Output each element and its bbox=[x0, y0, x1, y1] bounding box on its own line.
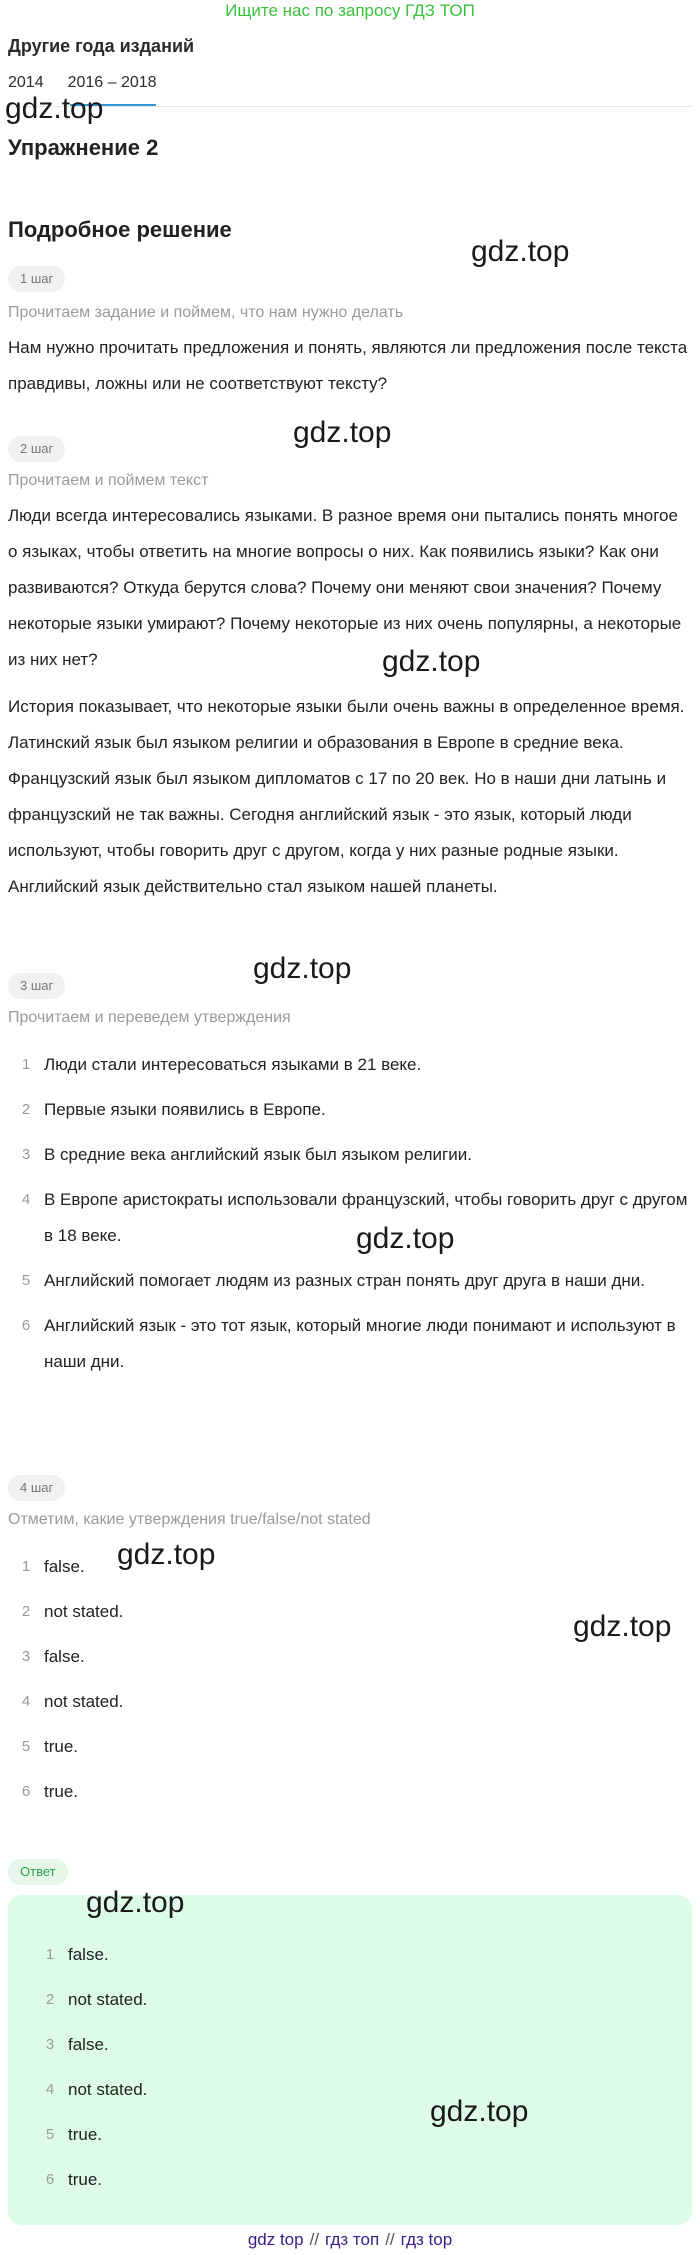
item-text: not stated. bbox=[68, 2080, 148, 2099]
list-item bbox=[8, 1774, 692, 1810]
answer-list bbox=[32, 1937, 672, 2207]
item-text: not stated. bbox=[44, 1602, 124, 1621]
separator: // bbox=[309, 2230, 320, 2249]
list-item bbox=[8, 1137, 692, 1173]
step-badge-2: 2 шаг bbox=[8, 436, 65, 462]
answer-badge: Ответ bbox=[8, 1859, 68, 1885]
item-number: 1 bbox=[21, 1558, 31, 1575]
watermark: gdz.top bbox=[382, 645, 481, 678]
item-number: 3 bbox=[21, 1146, 31, 1163]
step-badge-1: 1 шаг bbox=[8, 266, 65, 292]
watermark: gdz.top bbox=[5, 92, 104, 125]
watermark: gdz.top bbox=[471, 235, 570, 268]
separator: // bbox=[385, 2230, 395, 2249]
item-text: true. bbox=[44, 1737, 79, 1756]
answers-list bbox=[8, 1549, 692, 1819]
divider bbox=[8, 106, 692, 107]
list-item bbox=[8, 1263, 692, 1299]
list-item bbox=[8, 1729, 692, 1765]
list-item bbox=[32, 2027, 672, 2063]
footer-link[interactable]: гдз top bbox=[400, 2230, 453, 2249]
list-item bbox=[8, 1549, 692, 1585]
list-item bbox=[8, 1047, 692, 1083]
item-number: 4 bbox=[45, 2081, 55, 2098]
item-number: 5 bbox=[45, 2126, 55, 2143]
watermark: gdz.top bbox=[253, 952, 352, 985]
list-item bbox=[8, 1639, 692, 1675]
footer-links bbox=[0, 2228, 700, 2252]
item-number: 4 bbox=[21, 1693, 31, 1710]
item-number: 6 bbox=[45, 2171, 55, 2188]
item-number: 2 bbox=[21, 1101, 31, 1118]
watermark: gdz.top bbox=[86, 1886, 185, 1919]
item-text: Люди стали интересоваться языками в 21 веке. bbox=[44, 1055, 422, 1074]
list-item bbox=[32, 1937, 672, 1973]
watermark: gdz.top bbox=[117, 1538, 216, 1571]
year-link-2014[interactable]: 2014 bbox=[8, 74, 44, 91]
step-subtitle-2: Прочитаем и поймем текст bbox=[8, 472, 209, 489]
item-text: false. bbox=[44, 1647, 85, 1666]
item-number: 2 bbox=[21, 1603, 31, 1620]
item-number: 6 bbox=[21, 1317, 31, 1334]
footer-link[interactable]: gdz top bbox=[247, 2230, 304, 2249]
reading-text-paragraph-2: История показывает, что некоторые языки были очень важны в определенное время. Латинский язык был языком религии и образования в Европе в средние века. Французский язык был языком дипломатов с 17 по 20 век. Но в наши дни латынь и французский не так важны. Сегодня английский язык - это язык, который люди используют, чтобы говорить друг с другом, когда у них разные родные языки. Английский язык действительно стал языком нашей планеты. bbox=[8, 697, 685, 896]
item-text: false. bbox=[68, 2035, 109, 2054]
item-number: 3 bbox=[45, 2036, 55, 2053]
item-number: 1 bbox=[21, 1056, 31, 1073]
item-text: Английский язык - это тот язык, который многие люди понимают и используют в наши дни. bbox=[44, 1316, 676, 1371]
step-badge-4: 4 шаг bbox=[8, 1475, 65, 1501]
solution-title: Подробное решение bbox=[8, 217, 232, 242]
step-text: Нам нужно прочитать предложения и понять, являются ли предложения после текста правдивы, ложны или не соответствуют тексту? bbox=[8, 338, 688, 393]
years-list bbox=[8, 73, 181, 93]
list-item bbox=[32, 1982, 672, 2018]
item-text: false. bbox=[68, 1945, 109, 1964]
step-badge-3: 3 шаг bbox=[8, 973, 65, 999]
item-number: 5 bbox=[21, 1272, 31, 1289]
reading-text-paragraph-1: Люди всегда интересовались языками. В разное время они пытались понять многое о языках, чтобы ответить на многие вопросы о них. Как появились языки? Как они развиваются? Откуда берутся слова? Почему они меняют свои значения? Почему некоторые языки умирают? Почему некоторые из них очень популярны, а некоторые из них нет? bbox=[8, 506, 682, 669]
item-number: 6 bbox=[21, 1783, 31, 1800]
other-years-title: Другие года изданий bbox=[8, 36, 195, 56]
list-item bbox=[8, 1092, 692, 1128]
item-text: В средние века английский язык был языком религии. bbox=[44, 1145, 472, 1164]
watermark: gdz.top bbox=[293, 416, 392, 449]
watermark: gdz.top bbox=[573, 1610, 672, 1643]
footer-link[interactable]: гдз топ bbox=[325, 2230, 380, 2249]
item-number: 4 bbox=[21, 1191, 31, 1208]
item-number: 2 bbox=[45, 1991, 55, 2008]
step-subtitle-1: Прочитаем задание и поймем, что нам нужно делать bbox=[8, 304, 404, 321]
statements-list bbox=[8, 1047, 692, 1389]
step-subtitle-4: Отметим, какие утверждения true/false/not stated bbox=[8, 1511, 371, 1528]
exercise-title: Упражнение 2 bbox=[8, 135, 159, 160]
list-item bbox=[32, 2162, 672, 2198]
year-link-2016-2018[interactable]: 2016 – 2018 bbox=[67, 74, 157, 91]
item-text: not stated. bbox=[44, 1692, 124, 1711]
item-text: true. bbox=[68, 2170, 103, 2189]
item-text: true. bbox=[68, 2125, 103, 2144]
item-text: В Европе аристократы использовали французский, чтобы говорить друг с другом в 18 веке. bbox=[44, 1190, 688, 1245]
item-text: Английский помогает людям из разных стран понять друг друга в наши дни. bbox=[44, 1271, 645, 1290]
item-text: true. bbox=[44, 1782, 79, 1801]
list-item bbox=[8, 1182, 692, 1254]
list-item bbox=[32, 2072, 672, 2108]
list-item bbox=[8, 1308, 692, 1380]
item-text: false. bbox=[44, 1557, 85, 1576]
search-banner: Ищите нас по запросу ГДЗ ТОП bbox=[225, 1, 475, 20]
list-item bbox=[8, 1684, 692, 1720]
item-number: 3 bbox=[21, 1648, 31, 1665]
item-number: 5 bbox=[21, 1738, 31, 1755]
step-subtitle-3: Прочитаем и переведем утверждения bbox=[8, 1009, 291, 1026]
watermark: gdz.top bbox=[356, 1222, 455, 1255]
item-text: not stated. bbox=[68, 1990, 148, 2009]
list-item bbox=[32, 2117, 672, 2153]
item-text: Первые языки появились в Европе. bbox=[44, 1100, 326, 1119]
item-number: 1 bbox=[45, 1946, 55, 1963]
watermark: gdz.top bbox=[430, 2095, 529, 2128]
